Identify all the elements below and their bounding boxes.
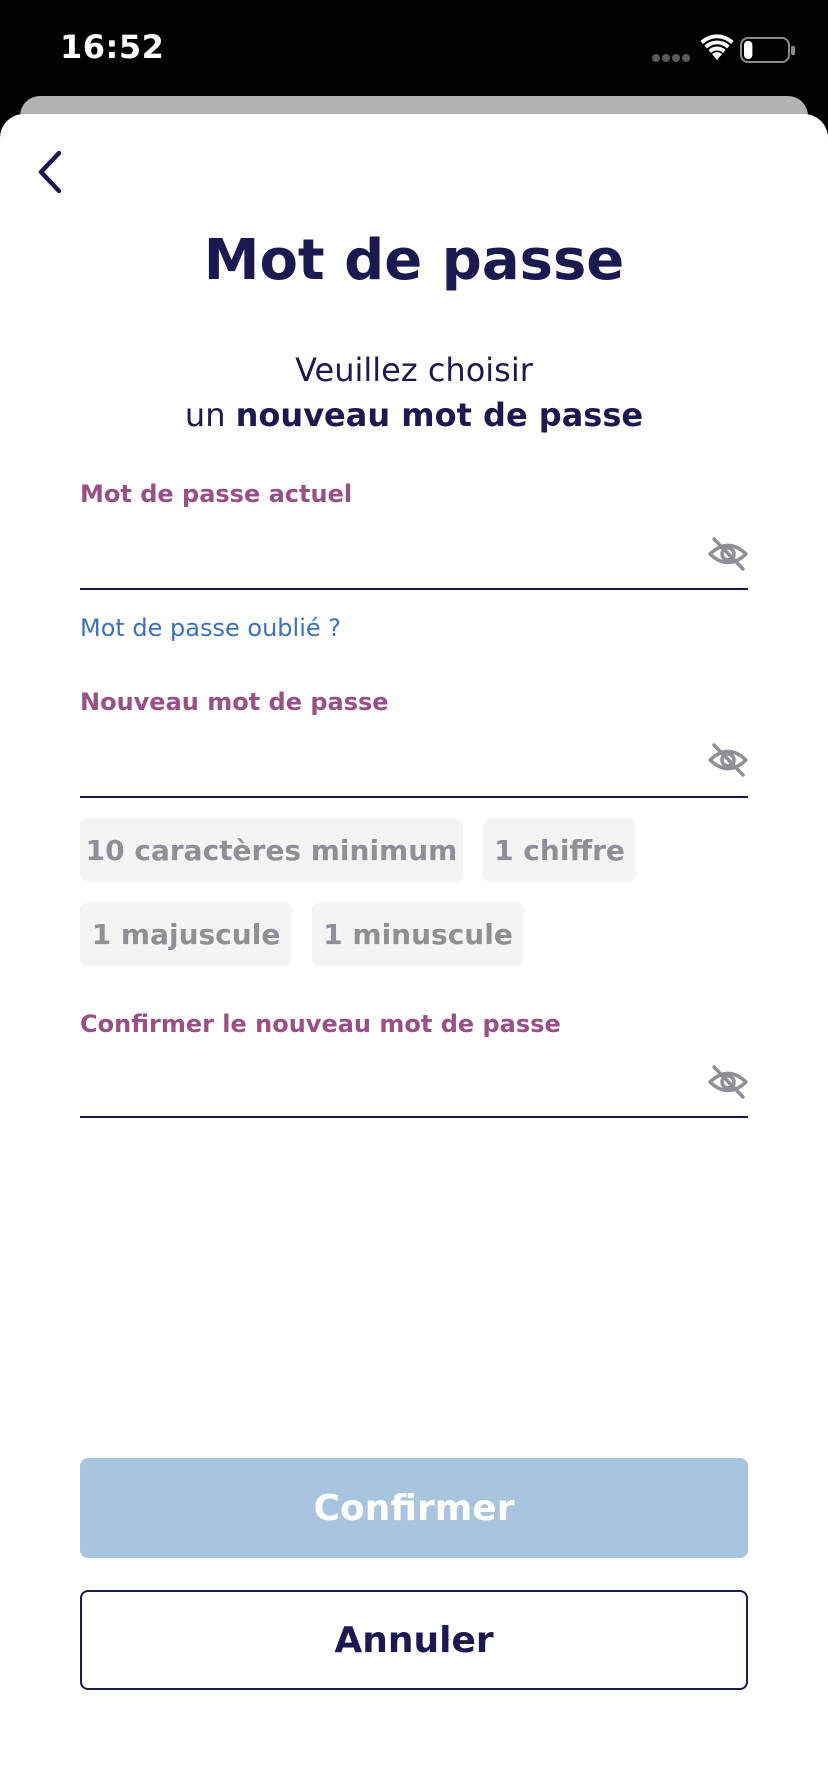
requirement-chip-lowercase: 1 minuscule bbox=[312, 902, 524, 966]
chevron-left-icon bbox=[35, 149, 65, 195]
confirm-password-label: Confirmer le nouveau mot de passe bbox=[80, 1010, 561, 1038]
signal-dots-icon bbox=[652, 54, 692, 62]
page-title: Mot de passe bbox=[203, 228, 625, 293]
page-subtitle bbox=[0, 348, 828, 438]
requirement-chip-digit: 1 chiffre bbox=[483, 818, 636, 882]
requirement-chip-uppercase: 1 majuscule bbox=[80, 902, 292, 966]
eye-off-icon bbox=[707, 1063, 749, 1101]
wifi-icon bbox=[700, 34, 734, 62]
subtitle-emphasis: nouveau mot de passe bbox=[235, 396, 644, 434]
current-password-visibility-toggle[interactable] bbox=[704, 530, 752, 578]
eye-off-icon bbox=[707, 741, 749, 779]
cancel-button[interactable]: Annuler bbox=[80, 1590, 748, 1690]
forgot-password-link[interactable]: Mot de passe oublié ? bbox=[80, 614, 341, 642]
requirement-chip-min-length: 10 caractères minimum bbox=[80, 818, 463, 882]
battery-icon bbox=[740, 36, 796, 64]
eye-off-icon bbox=[707, 535, 749, 573]
current-password-input[interactable] bbox=[80, 530, 748, 590]
confirm-password-input[interactable] bbox=[80, 1058, 748, 1118]
new-password-label: Nouveau mot de passe bbox=[80, 688, 389, 716]
confirm-button[interactable]: Confirmer bbox=[80, 1458, 748, 1558]
status-bar bbox=[0, 0, 828, 96]
back-button[interactable] bbox=[20, 142, 80, 202]
new-password-input[interactable] bbox=[80, 738, 748, 798]
subtitle-prefix: un bbox=[184, 396, 236, 434]
status-time: 16:52 bbox=[60, 28, 165, 66]
subtitle-line-1: Veuillez choisir bbox=[295, 351, 533, 389]
subtitle-line-2 bbox=[0, 393, 828, 438]
new-password-visibility-toggle[interactable] bbox=[704, 736, 752, 784]
confirm-password-visibility-toggle[interactable] bbox=[704, 1058, 752, 1106]
current-password-label: Mot de passe actuel bbox=[80, 480, 353, 508]
